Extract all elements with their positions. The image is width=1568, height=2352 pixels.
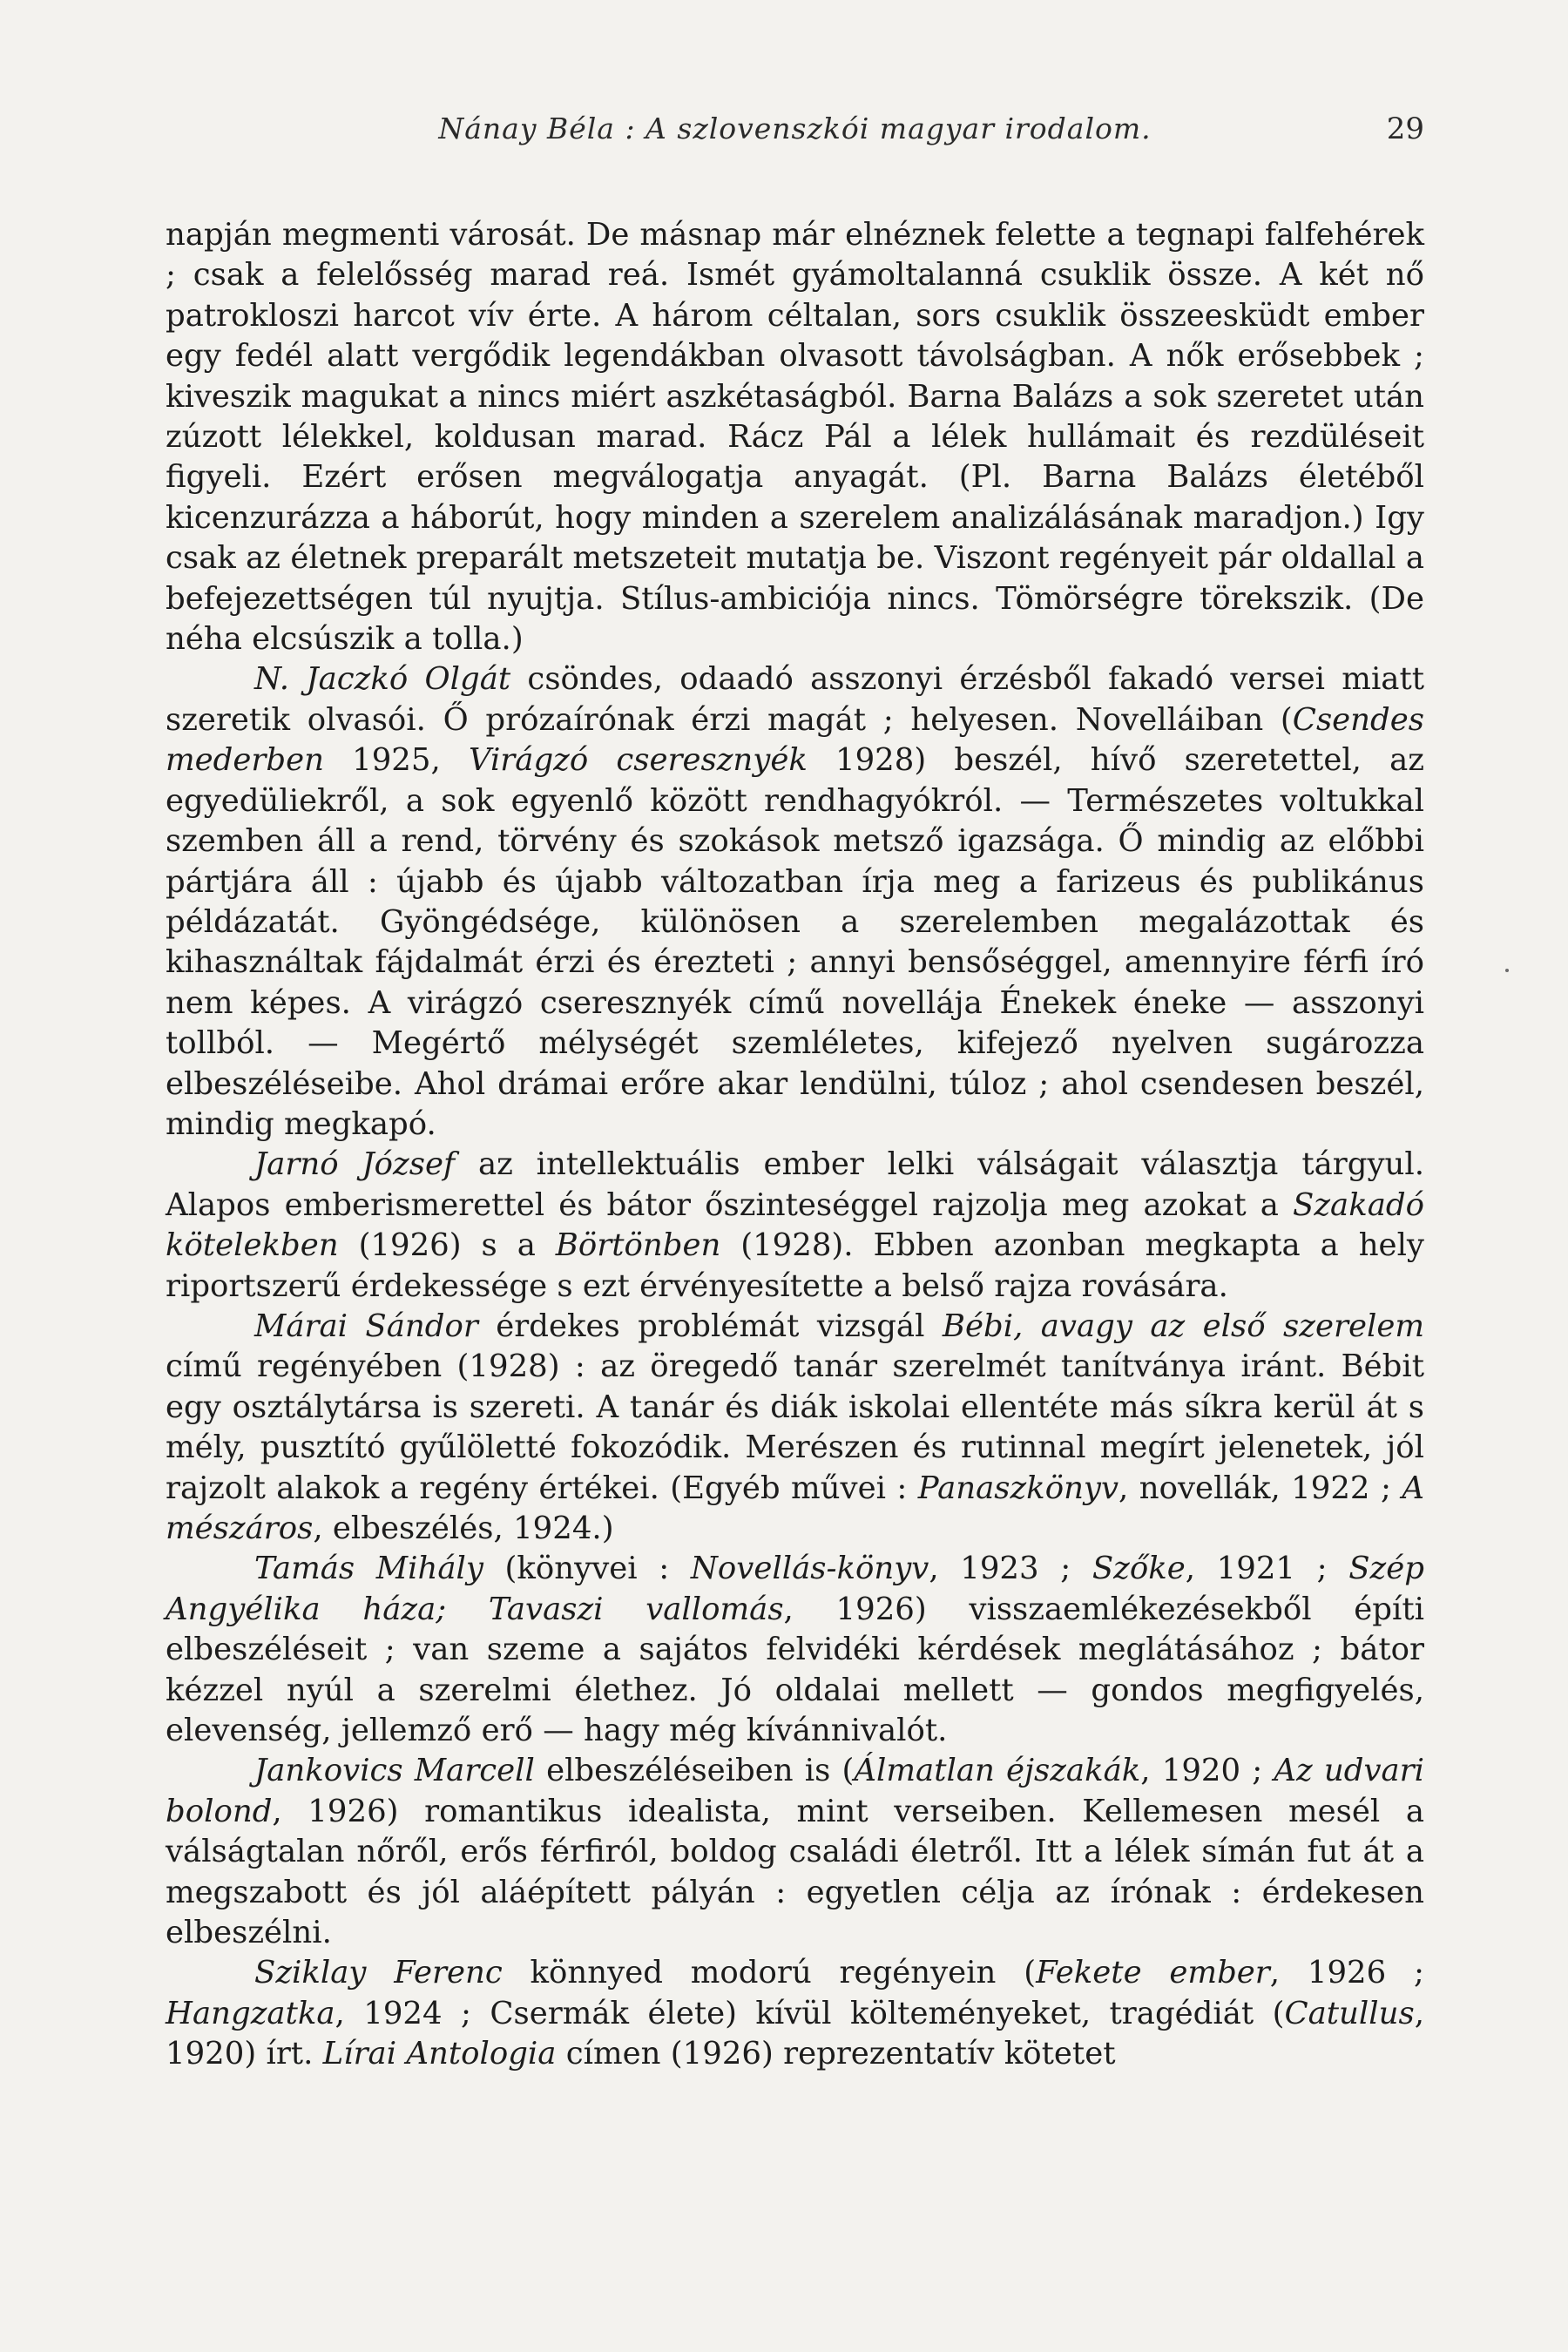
paragraph [166,659,1424,1145]
italic-text-run: A mészáros [166,1470,1424,1546]
italic-text-run: Bébi, avagy az első szerelem [942,1308,1424,1344]
text-run: 1928) beszél, hívő szeretettel, az egyedüliekről, a sok egyenlő között rendhagyókról. — Természetes voltukkal szemben áll a rend, törvény és szokások metsző igazsága. Ő mindig az előbbi pártjára áll : újabb és újabb változatban írja meg a farizeus és publikánus példázatát. Gyöngédsége, különösen a szerelemben megalázottak és kihasználtak fájdalmát érzi és érezteti ; annyi bensőséggel, amennyire férfi író nem képes. A virágzó cseresznyék című novellája Énekek éneke — asszonyi tollból. — Megértő mélységét szemléletes, kifejező nyelven sugározza elbeszéléseibe. Ahol drámai erőre akar lendülni, túloz ; ahol csendesen beszél, mindig megkapó. [166,742,1424,1142]
text-run: , 1926) romantikus idealista, mint verseiben. Kellemesen mesél a válságtalan nőről, erős férfiról, boldog családi életről. Itt a lélek símán fut át a megszabott és jól aláépített pályán : egyetlen célja az írónak : érdekesen elbeszélni. [166,1793,1424,1951]
text-run: 1925, [323,742,469,779]
text-run: címen (1926) reprezentatív kötetet [556,2036,1116,2072]
italic-text-run: Jankovics Marcell [254,1753,535,1789]
italic-text-run: Szőke [1092,1551,1186,1587]
text-run: , novellák, 1922 ; [1119,1470,1402,1506]
text-run: könnyed modorú regényein ( [502,1955,1037,1991]
italic-text-run: Álmatlan éjszakák [854,1753,1141,1789]
paragraph [166,1751,1424,1953]
running-header [166,112,1424,155]
running-title: Nánay Béla : A szlovenszkói magyar irodalom. [438,112,1152,145]
text-run: , 1920 ; [1140,1753,1274,1789]
italic-text-run: Az udvari bolond [166,1753,1425,1829]
italic-text-run: Virágzó cseresznyék [468,742,808,779]
text-run: , 1926 ; [1269,1955,1425,1991]
italic-text-run: Márai Sándor [254,1308,478,1344]
paragraph [166,1307,1424,1549]
italic-text-run: Sziklay Ferenc [254,1955,503,1991]
text-run: , 1924 ; Csermák élete) kívül költeményeket, tragédiát ( [335,1995,1285,2031]
paragraph [166,215,1424,659]
text-run: az intellektuális ember lelki válságait választja tárgyul. Alapos emberismerettel és bátor őszinteséggel rajzolja meg azokat a [166,1146,1424,1223]
italic-text-run: Börtönben [555,1227,721,1264]
text-run: című regényében (1928) : az öregedő tanár szerelmét tanítványa iránt. Bébit egy osztálytársa is szereti. A tanár és diák iskolai ellentéte más síkra kerül át s mély, pusztító gyűlöletté fokozódik. Merészen és rutinnal megírt jelenetek, jól rajzolt alakok a regény értékei. (Egyéb művei : [166,1348,1424,1506]
italic-text-run: Szakadó kötelekben [166,1186,1424,1264]
italic-text-run: Lírai Antologia [322,2036,557,2072]
italic-text-run: N. Jaczkó Olgát [254,661,511,698]
text-run: (könyvei : [483,1551,691,1587]
italic-text-run: Szép Angyélika háza; Tavaszi vallomás [166,1551,1424,1627]
italic-text-run: Catullus [1284,1995,1415,2031]
paragraph [166,1953,1424,2074]
text-run: napján megmenti városát. De másnap már elnéznek felette a tegnapi falfehérek ; csak a felelősség marad reá. Ismét gyámoltalanná csuklik össze. A két nő patrokloszi harcot vív érte. A három céltalan, sors csuklik összeesküdt ember egy fedél alatt vergődik legendákban olvasott távolságban. A nők erősebbek ; kiveszik magukat a nincs miért aszkétaságból. Barna Balázs a sok szeretet után zúzott lélekkel, koldusan marad. Rácz Pál a lélek hullámait és rezdüléseit figyeli. Ezért erősen megválogatja anyagát. (Pl. Barna Balázs életéből kicenzurázza a háborút, hogy minden a szerelem analizálásának maradjon.) Igy csak az életnek preparált metszeteit mutatja be. Viszont regényeit pár oldallal a befejezettségen túl nyujtja. Stílus-ambiciója nincs. Tömörségre törekszik. (De néha elcsúszik a tolla.) [166,217,1424,658]
text-run: elbeszéléseiben is ( [534,1753,855,1789]
text-run: (1928). Ebben azonban megkapta a hely riportszerű érdekessége s ezt érvényesítette a belső rajza rovására. [166,1227,1424,1304]
italic-text-run: Fekete ember [1036,1955,1270,1991]
italic-text-run: Hangzatka [166,1995,335,2031]
italic-text-run: Jarnó József [254,1146,456,1183]
italic-text-run: Csendes mederben [166,701,1424,779]
text-run: (1926) s a [338,1227,556,1264]
print-speck [1505,969,1509,972]
page-number: 29 [1386,112,1424,146]
italic-text-run: Panaszkönyv [917,1470,1119,1506]
text-run: , 1920) írt. [166,1995,1424,2072]
paragraph [166,1549,1424,1751]
text-run: , 1921 ; [1185,1551,1349,1587]
body-text [166,215,1424,2075]
text-run: érdekes problémát vizsgál [477,1308,943,1344]
text-run: , elbeszélés, 1924.) [313,1511,614,1546]
text-run: , 1923 ; [929,1551,1092,1587]
italic-text-run: Novellás-könyv [690,1551,929,1587]
text-run: csöndes, odaadó asszonyi érzésből fakadó versei miatt szeretik olvasói. Ő prózaírónak érzi magát ; helyesen. Novelláiban ( [166,661,1424,738]
text-run: , 1926) visszaemlékezésekből építi elbeszéléseit ; van szeme a sajátos felvidéki kérdések meglátásához ; bátor kézzel nyúl a szerelmi élethez. Jó oldalai mellett — gondos megfigyelés, elevenség, jellemző erő — hagy még kívánnivalót. [166,1591,1424,1749]
italic-text-run: Tamás Mihály [254,1551,483,1587]
paragraph [166,1145,1424,1307]
